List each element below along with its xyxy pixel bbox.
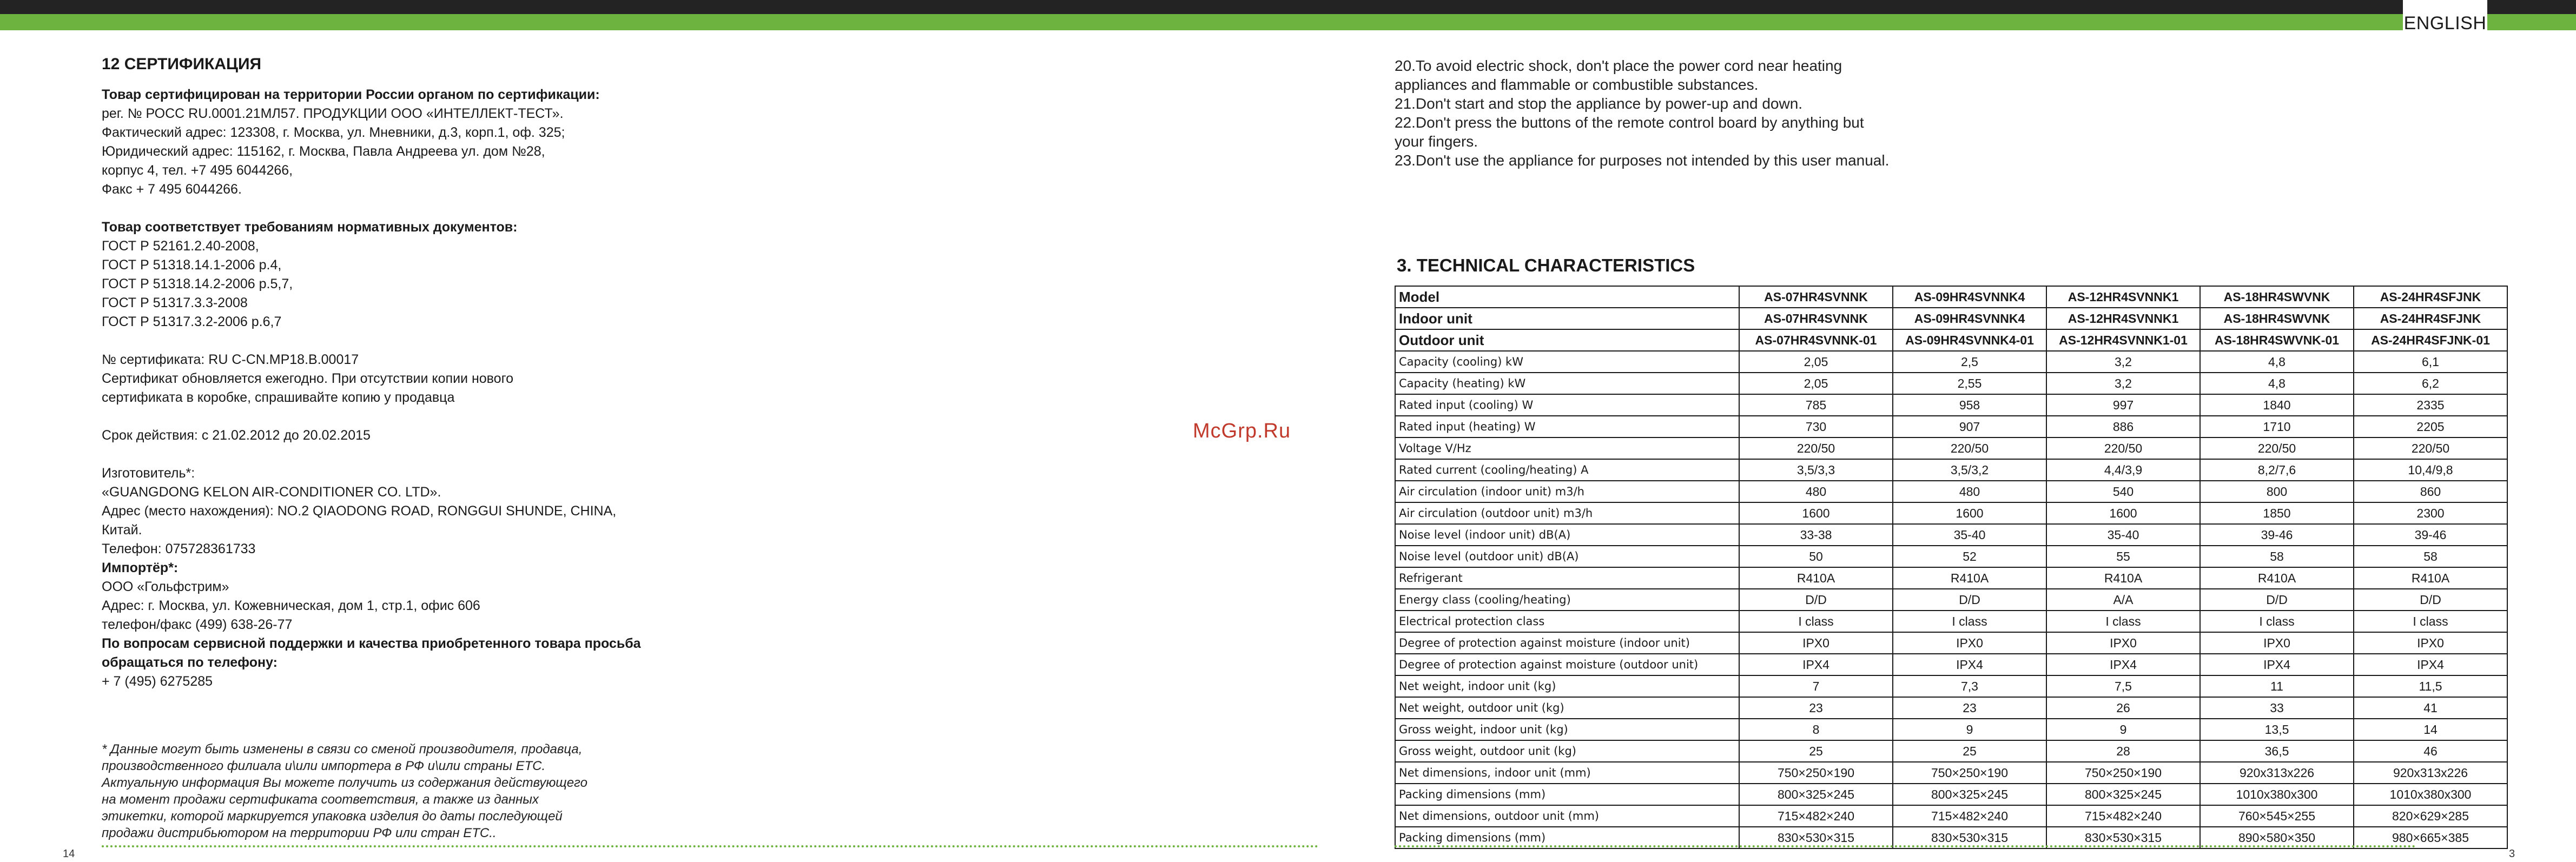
manufacturer-line: Телефон: 075728361733	[102, 541, 256, 556]
value-cell: 1850	[2200, 502, 2354, 524]
table-row	[1395, 437, 2507, 459]
footnote-line: Актуальную информация Вы можете получить из содержания действующего	[102, 775, 587, 790]
value-cell: 33-38	[1739, 524, 1893, 546]
manufacturer-line: Китай.	[102, 522, 142, 538]
watermark: McGrp.Ru	[1193, 420, 1291, 442]
value-cell: 35-40	[1893, 524, 2046, 546]
value-cell: 886	[2046, 416, 2200, 437]
value-cell: IPX4	[2200, 654, 2354, 675]
value-cell: AS-18HR4SWVNK	[2200, 308, 2354, 329]
table-row	[1395, 394, 2507, 416]
value-cell: 6,1	[2354, 351, 2507, 373]
value-cell: IPX4	[1893, 654, 2046, 675]
value-cell: 13,5	[2200, 719, 2354, 740]
row-label-cell: Noise level (indoor unit) dB(A)	[1395, 524, 1739, 546]
value-cell: 2,55	[1893, 373, 2046, 394]
top-green-bar	[0, 14, 2576, 30]
table-header-row	[1395, 286, 2507, 308]
table-row	[1395, 481, 2507, 502]
value-cell: 8,2/7,6	[2200, 459, 2354, 481]
value-cell: 1010x380x300	[2354, 784, 2507, 805]
table-row	[1395, 373, 2507, 394]
row-label-cell: Rated input (heating) W	[1395, 416, 1739, 437]
value-cell: 39-46	[2354, 524, 2507, 546]
value-cell: 50	[1739, 546, 1893, 567]
row-label-cell: Voltage V/Hz	[1395, 437, 1739, 459]
footer-dotted-rule	[1395, 845, 2416, 847]
value-cell: IPX4	[2354, 654, 2507, 675]
cert-line: Юридический адрес: 115162, г. Москва, Павла Андреева ул. дом №28,	[102, 144, 545, 159]
value-cell: AS-24HR4SFJNK	[2354, 308, 2507, 329]
value-cell: 800×325×245	[2046, 784, 2200, 805]
footnote-line: этикетки, которой маркируется упаковка изделия до даты последующей	[102, 809, 563, 824]
value-cell: 36,5	[2200, 740, 2354, 762]
value-cell: AS-18HR4SWVNK	[2200, 286, 2354, 308]
value-cell: AS-09HR4SVNNK4	[1893, 286, 2046, 308]
value-cell: 58	[2354, 546, 2507, 567]
standard-line: ГОСТ Р 51318.14.1-2006 р.4,	[102, 257, 282, 273]
value-cell: 46	[2354, 740, 2507, 762]
value-cell: 11,5	[2354, 675, 2507, 697]
certification-heading: Товар сертифицирован на территории России органом по сертификации:	[102, 87, 600, 102]
value-cell: D/D	[2200, 589, 2354, 611]
value-cell: 750×250×190	[1739, 762, 1893, 784]
value-cell: 3,2	[2046, 351, 2200, 373]
value-cell: 9	[2046, 719, 2200, 740]
table-row	[1395, 351, 2507, 373]
support-phone: + 7 (495) 6275285	[102, 674, 213, 689]
value-cell: I class	[1893, 611, 2046, 632]
certificate-note: сертификата в коробке, спрашивайте копию у продавца	[102, 390, 455, 405]
instruction-line: 21.Don't start and stop the appliance by power-up and down.	[1395, 95, 1803, 112]
value-cell: 7,3	[1893, 675, 2046, 697]
table-row	[1395, 654, 2507, 675]
value-cell: 2300	[2354, 502, 2507, 524]
table-header-row	[1395, 308, 2507, 329]
value-cell: 480	[1893, 481, 2046, 502]
instruction-line: 22.Don't press the buttons of the remote control board by anything but	[1395, 114, 1864, 131]
value-cell: 7,5	[2046, 675, 2200, 697]
row-label-cell: Net dimensions, outdoor unit (mm)	[1395, 805, 1739, 827]
footnote-line: на момент продажи сертификата соответствия, а также из данных	[102, 792, 539, 807]
value-cell: 920x313x226	[2200, 762, 2354, 784]
row-label-cell: Electrical protection class	[1395, 611, 1739, 632]
standards-heading: Товар соответствует требованиям нормативных документов:	[102, 220, 518, 235]
row-label-cell: Rated input (cooling) W	[1395, 394, 1739, 416]
cert-line: Фактический адрес: 123308, г. Москва, ул. Мневники, д.3, корп.1, оф. 325;	[102, 125, 565, 140]
table-row	[1395, 675, 2507, 697]
value-cell: 58	[2200, 546, 2354, 567]
value-cell: 8	[1739, 719, 1893, 740]
value-cell: 785	[1739, 394, 1893, 416]
table-row	[1395, 611, 2507, 632]
instruction-line: appliances and flammable or combustible substances.	[1395, 76, 1759, 93]
cert-line: рег. № РОСС RU.0001.21МЛ57. ПРОДУКЦИИ ООО «ИНТЕЛЛЕКТ-ТЕСТ».	[102, 106, 564, 121]
table-header-row	[1395, 329, 2507, 351]
value-cell: 800×325×245	[1739, 784, 1893, 805]
value-cell: AS-12HR4SVNNK1	[2046, 286, 2200, 308]
row-label-cell: Air circulation (outdoor unit) m3/h	[1395, 502, 1739, 524]
value-cell: 2335	[2354, 394, 2507, 416]
value-cell: I class	[2200, 611, 2354, 632]
value-cell: 220/50	[2200, 437, 2354, 459]
table-row	[1395, 697, 2507, 719]
row-label-cell: Net weight, indoor unit (kg)	[1395, 675, 1739, 697]
technical-characteristics-title: 3. TECHNICAL CHARACTERISTICS	[1397, 255, 1695, 275]
value-cell: 7	[1739, 675, 1893, 697]
value-cell: 14	[2354, 719, 2507, 740]
table-row	[1395, 416, 2507, 437]
importer-line: телефон/факс (499) 638-26-77	[102, 617, 293, 632]
value-cell: 860	[2354, 481, 2507, 502]
technical-characteristics-table	[1395, 286, 2508, 849]
certificate-note: Сертификат обновляется ежегодно. При отсутствии копии нового	[102, 371, 514, 386]
value-cell: IPX0	[2046, 632, 2200, 654]
value-cell: 907	[1893, 416, 2046, 437]
value-cell: AS-24HR4SFJNK-01	[2354, 329, 2507, 351]
value-cell: 830×530×315	[2046, 827, 2200, 848]
table-row	[1395, 762, 2507, 784]
value-cell: 830×530×315	[1893, 827, 2046, 848]
value-cell: 1710	[2200, 416, 2354, 437]
value-cell: D/D	[1739, 589, 1893, 611]
value-cell: AS-24HR4SFJNK	[2354, 286, 2507, 308]
value-cell: 9	[1893, 719, 2046, 740]
row-label-cell: Packing dimensions (mm)	[1395, 784, 1739, 805]
value-cell: 10,4/9,8	[2354, 459, 2507, 481]
row-label-cell: Net dimensions, indoor unit (mm)	[1395, 762, 1739, 784]
importer-line: ООО «Гольфстрим»	[102, 579, 229, 594]
value-cell: 830×530×315	[1739, 827, 1893, 848]
value-cell: 715×482×240	[1893, 805, 2046, 827]
value-cell: 28	[2046, 740, 2200, 762]
value-cell: IPX0	[2354, 632, 2507, 654]
row-label-cell: Net weight, outdoor unit (kg)	[1395, 697, 1739, 719]
value-cell: 11	[2200, 675, 2354, 697]
page-number-left: 14	[63, 848, 75, 860]
row-label-cell: Gross weight, outdoor unit (kg)	[1395, 740, 1739, 762]
value-cell: 750×250×190	[1893, 762, 2046, 784]
standard-line: ГОСТ Р 51317.3.3-2008	[102, 295, 248, 310]
value-cell: I class	[1739, 611, 1893, 632]
value-cell: 23	[1739, 697, 1893, 719]
row-label-cell: Outdoor unit	[1395, 329, 1739, 351]
page-number-right: 3	[2509, 848, 2515, 860]
row-label-cell: Rated current (cooling/heating) A	[1395, 459, 1739, 481]
row-label-cell: Indoor unit	[1395, 308, 1739, 329]
footer-dotted-rule	[102, 845, 1319, 847]
value-cell: A/A	[2046, 589, 2200, 611]
table-row	[1395, 502, 2507, 524]
footnote-line: * Данные могут быть изменены в связи со сменой производителя, продавца,	[102, 742, 583, 757]
row-label-cell: Noise level (outdoor unit) dB(A)	[1395, 546, 1739, 567]
footnote-line: производственного филиала и\или импортера в РФ и\или страны ETC.	[102, 759, 546, 773]
row-label-cell: Gross weight, indoor unit (kg)	[1395, 719, 1739, 740]
value-cell: 715×482×240	[1739, 805, 1893, 827]
value-cell: IPX0	[1739, 632, 1893, 654]
value-cell: 1600	[2046, 502, 2200, 524]
row-label-cell: Capacity (cooling) kW	[1395, 351, 1739, 373]
value-cell: 750×250×190	[2046, 762, 2200, 784]
value-cell: D/D	[2354, 589, 2507, 611]
standard-line: ГОСТ Р 51317.3.2-2006 р.6,7	[102, 314, 282, 329]
top-dark-bar	[0, 0, 2576, 14]
value-cell: 41	[2354, 697, 2507, 719]
value-cell: R410A	[2354, 567, 2507, 589]
value-cell: 6,2	[2354, 373, 2507, 394]
value-cell: 4,4/3,9	[2046, 459, 2200, 481]
value-cell: 55	[2046, 546, 2200, 567]
certification-body	[102, 85, 643, 691]
instruction-line: 23.Don't use the appliance for purposes not intended by this user manual.	[1395, 152, 1890, 169]
table-row	[1395, 524, 2507, 546]
value-cell: 2,05	[1739, 373, 1893, 394]
value-cell: R410A	[1893, 567, 2046, 589]
value-cell: I class	[2354, 611, 2507, 632]
row-label-cell: Packing dimensions (mm)	[1395, 827, 1739, 848]
value-cell: 26	[2046, 697, 2200, 719]
table-row	[1395, 784, 2507, 805]
value-cell: 23	[1893, 697, 2046, 719]
value-cell: 800×325×245	[1893, 784, 2046, 805]
support-heading: По вопросам сервисной поддержки и качества приобретенного товара просьба обращаться по телефону:	[102, 636, 641, 670]
value-cell: 1600	[1893, 502, 2046, 524]
left-page	[102, 52, 643, 691]
table-row	[1395, 719, 2507, 740]
row-label-cell: Degree of protection against moisture (outdoor unit)	[1395, 654, 1739, 675]
table-row	[1395, 546, 2507, 567]
value-cell: 35-40	[2046, 524, 2200, 546]
value-cell: 2,5	[1893, 351, 2046, 373]
value-cell: AS-07HR4SVNNK	[1739, 286, 1893, 308]
importer-line: Адрес: г. Москва, ул. Кожевническая, дом 1, стр.1, офис 606	[102, 598, 480, 613]
value-cell: 890×580×350	[2200, 827, 2354, 848]
validity-period: Срок действия: с 21.02.2012 до 20.02.2015	[102, 428, 371, 443]
table-row	[1395, 567, 2507, 589]
value-cell: 4,8	[2200, 373, 2354, 394]
certificate-number: № сертификата: RU C-CN.MP18.B.00017	[102, 352, 359, 367]
value-cell: 820×629×285	[2354, 805, 2507, 827]
value-cell: 958	[1893, 394, 2046, 416]
manufacturer-line: Адрес (место нахождения): NO.2 QIAODONG ROAD, RONGGUI SHUNDE, CHINA,	[102, 503, 617, 519]
value-cell: 52	[1893, 546, 2046, 567]
value-cell: 1600	[1739, 502, 1893, 524]
value-cell: AS-12HR4SVNNK1	[2046, 308, 2200, 329]
value-cell: AS-09HR4SVNNK4	[1893, 308, 2046, 329]
value-cell: 2205	[2354, 416, 2507, 437]
value-cell: AS-09HR4SVNNK4-01	[1893, 329, 2046, 351]
value-cell: R410A	[2046, 567, 2200, 589]
table-row	[1395, 632, 2507, 654]
row-label-cell: Energy class (cooling/heating)	[1395, 589, 1739, 611]
value-cell: AS-12HR4SVNNK1-01	[2046, 329, 2200, 351]
table-row	[1395, 589, 2507, 611]
value-cell: 760×545×255	[2200, 805, 2354, 827]
value-cell: AS-07HR4SVNNK	[1739, 308, 1893, 329]
row-label-cell: Air circulation (indoor unit) m3/h	[1395, 481, 1739, 502]
row-label-cell: Capacity (heating) kW	[1395, 373, 1739, 394]
value-cell: 2,05	[1739, 351, 1893, 373]
footnote	[102, 741, 643, 841]
value-cell: IPX4	[1739, 654, 1893, 675]
instruction-line: your fingers.	[1395, 133, 1478, 150]
value-cell: 1010x380x300	[2200, 784, 2354, 805]
value-cell: 480	[1739, 481, 1893, 502]
standard-line: ГОСТ Р 51318.14.2-2006 р.5,7,	[102, 276, 293, 291]
manufacturer-line: «GUANGDONG KELON AIR-CONDITIONER CO. LTD».	[102, 485, 441, 500]
value-cell: 730	[1739, 416, 1893, 437]
value-cell: 33	[2200, 697, 2354, 719]
footnote-line: продажи дистрибьютором на территории РФ или стран ETC..	[102, 826, 497, 840]
manufacturer-label: Изготовитель*:	[102, 466, 195, 481]
row-label-cell: Refrigerant	[1395, 567, 1739, 589]
value-cell: 920x313x226	[2354, 762, 2507, 784]
value-cell: 4,8	[2200, 351, 2354, 373]
instruction-line: 20.To avoid electric shock, don't place the power cord near heating	[1395, 57, 1842, 74]
row-label-cell: Degree of protection against moisture (indoor unit)	[1395, 632, 1739, 654]
table-row	[1395, 805, 2507, 827]
table-row	[1395, 459, 2507, 481]
value-cell: 980×665×385	[2354, 827, 2507, 848]
value-cell: 220/50	[2354, 437, 2507, 459]
value-cell: 3,2	[2046, 373, 2200, 394]
value-cell: AS-07HR4SVNNK-01	[1739, 329, 1893, 351]
value-cell: 715×482×240	[2046, 805, 2200, 827]
value-cell: 25	[1739, 740, 1893, 762]
value-cell: 540	[2046, 481, 2200, 502]
value-cell: D/D	[1893, 589, 2046, 611]
value-cell: I class	[2046, 611, 2200, 632]
value-cell: 220/50	[1893, 437, 2046, 459]
value-cell: 25	[1893, 740, 2046, 762]
certification-title: 12 СЕРТИФИКАЦИЯ	[102, 55, 262, 73]
standard-line: ГОСТ Р 52161.2.40-2008,	[102, 238, 259, 254]
cert-line: корпус 4, тел. +7 495 6044266,	[102, 163, 293, 178]
value-cell: 1840	[2200, 394, 2354, 416]
value-cell: IPX0	[2200, 632, 2354, 654]
safety-instructions	[1395, 56, 1990, 170]
row-label-cell: Model	[1395, 286, 1739, 308]
value-cell: 3,5/3,2	[1893, 459, 2046, 481]
value-cell: 220/50	[2046, 437, 2200, 459]
value-cell: AS-18HR4SWVNK-01	[2200, 329, 2354, 351]
importer-label: Импортёр*:	[102, 560, 179, 575]
cert-line: Факс + 7 495 6044266.	[102, 182, 242, 197]
value-cell: IPX0	[1893, 632, 2046, 654]
value-cell: R410A	[2200, 567, 2354, 589]
value-cell: IPX4	[2046, 654, 2200, 675]
value-cell: 39-46	[2200, 524, 2354, 546]
value-cell: 800	[2200, 481, 2354, 502]
value-cell: 997	[2046, 394, 2200, 416]
table-row	[1395, 740, 2507, 762]
value-cell: 220/50	[1739, 437, 1893, 459]
value-cell: R410A	[1739, 567, 1893, 589]
language-label: ENGLISH	[2403, 13, 2487, 34]
value-cell: 3,5/3,3	[1739, 459, 1893, 481]
